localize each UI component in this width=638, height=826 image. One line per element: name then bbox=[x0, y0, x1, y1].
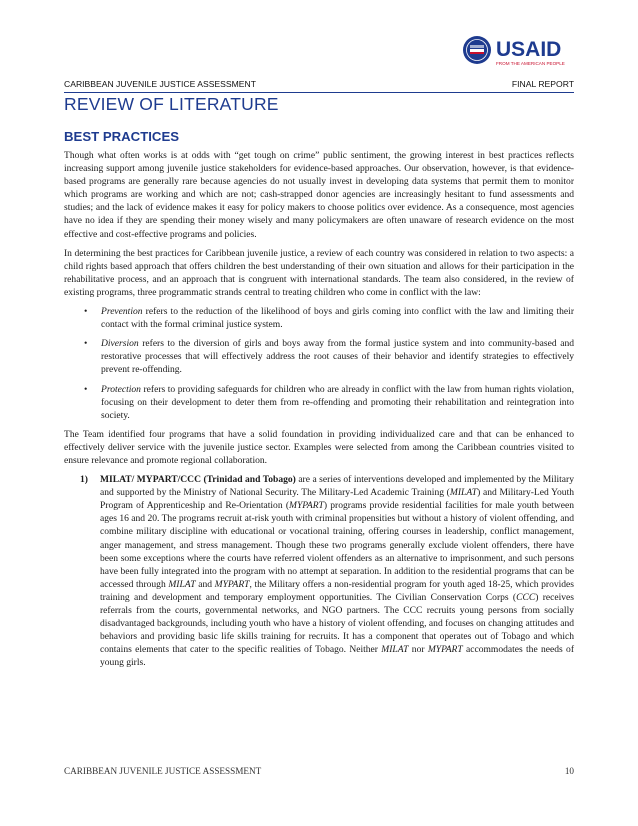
program-text: ) and Military-Led Youth Program of Apprenticeship and Re-Orientation ( bbox=[100, 487, 574, 512]
program-acronym: MYPART bbox=[214, 578, 250, 590]
program-text: nor bbox=[408, 644, 428, 656]
definition-prevention: refers to the reduction of the likelihood of boys and girls coming into conflict with the law and limiting their contact with the formal criminal justice system. bbox=[101, 306, 574, 331]
footer-report-name: CARIBBEAN JUVENILE JUSTICE ASSESSMENT bbox=[64, 766, 262, 776]
running-header bbox=[64, 79, 574, 89]
header-report-name: CARIBBEAN JUVENILE JUSTICE ASSESSMENT bbox=[64, 79, 256, 89]
program-text: ) programs provide residential facilities for male youth between ages 16 and 20. The programs recruit at-risk youth with criminal propensities but without a history of violent offending, and combine military discipline with educational or vocational training, offering courses in leadership, conflict management, anger management, and stress management. Though these two programs generally exclude violent offenders, there have been some exceptions where the courts have referred violent offenders as an alternative to imprisonment, and such persons have been fully integrated into the program with no attempt at separation. In addition to the residential programs that can be accessed through bbox=[100, 500, 574, 590]
page-footer bbox=[64, 766, 574, 776]
term-diversion: Diversion bbox=[101, 338, 139, 350]
logo-tagline: FROM THE AMERICAN PEOPLE bbox=[496, 61, 565, 66]
program-text: and bbox=[195, 578, 215, 590]
header-report-type: FINAL REPORT bbox=[511, 79, 574, 89]
logo-wordmark: USAID bbox=[496, 38, 562, 61]
program-heading: MILAT/ MYPART/CCC (Trinidad and Tobago) bbox=[100, 474, 296, 486]
usaid-logo bbox=[462, 34, 580, 70]
bullet-icon: • bbox=[84, 338, 88, 350]
programs-list bbox=[64, 473, 574, 669]
program-acronym: CCC bbox=[516, 591, 536, 603]
term-protection: Protection bbox=[101, 383, 141, 395]
program-text: are a series of interventions developed and implemented by the Military and supported by the Ministry of National Security. The Military-Led Academic Training ( bbox=[100, 474, 574, 499]
list-item-prevention bbox=[84, 305, 574, 331]
page-number: 10 bbox=[564, 766, 574, 776]
strands-list bbox=[64, 305, 574, 422]
definition-protection: refers to providing safeguards for children who are already in conflict with the law from human rights violation, focusing on their development to deter them from re-offending and promoting their rehabilitation and reintegration into society. bbox=[101, 383, 574, 421]
paragraph-1: Though what often works is at odds with “get tough on crime” public sentiment, the growing interest in best practices reflects increasing support among juvenile justice stakeholders for evidence-based approaches. Our observation, however, is that evidence-based programs are generally rare because agencies do not usually invest in developing data systems that permit them to monitor which programs are working and which are not; cash-strapped donor agencies are increasingly hesitant to fund assessments and studies; and the lack of evidence makes it easy for policy makers to choose politics over evidence. As a consequence, most agencies have no idea if they are spending their money wisely and many policymakers are often unaware of research evidence on the most effective and cost-effective programs and policies. bbox=[64, 150, 574, 240]
body-text bbox=[64, 149, 574, 669]
usaid-seal-icon bbox=[462, 34, 580, 70]
program-acronym: MYPART bbox=[289, 500, 324, 512]
program-acronym: MILAT bbox=[449, 487, 478, 499]
paragraph-3: The Team identified four programs that have a solid foundation in providing individualized care and that can be enhanced to effectively deliver service with the juvenile justice sector. Examples were selected from among the Caribbean countries visited to ensure relevance and promote regional collaboration. bbox=[64, 428, 574, 466]
program-acronym: MILAT bbox=[168, 578, 196, 590]
program-item-1 bbox=[80, 473, 574, 669]
program-acronym: MYPART bbox=[427, 644, 463, 656]
page-title: REVIEW OF LITERATURE bbox=[64, 94, 279, 114]
program-acronym: MILAT bbox=[381, 644, 409, 656]
bullet-icon: • bbox=[84, 306, 88, 318]
program-text: accommodates the needs of young girls. bbox=[100, 644, 574, 669]
term-prevention: Prevention bbox=[101, 306, 143, 318]
definition-diversion: refers to the diversion of girls and boys away from the formal justice system and into community-based and restorative processes that will effectively address the root causes of their behavior and identify strategies to effectively prevent re-offending. bbox=[101, 338, 574, 376]
section-heading: BEST PRACTICES bbox=[64, 129, 180, 144]
paragraph-2: In determining the best practices for Caribbean juvenile justice, a review of each country was considered in relation to two aspects: a child rights based approach that offers children the best understanding of their own situation and allows for their participation in the rehabilitative process, and an approach that is congruent with international standards. The team also considered, in the review of existing programs, three programmatic strands central to treating children who come in conflict with the law: bbox=[64, 247, 574, 298]
program-text: , the Military offers a non-residential program for youth aged 18-25, which provides training and development and temporary employment opportunities. The Civilian Conservation Corps ( bbox=[100, 578, 574, 603]
list-item-diversion bbox=[84, 337, 574, 376]
program-number: 1) bbox=[80, 474, 88, 486]
program-text: ) receives referrals from the courts, governmental networks, and NGO partners. The CCC recruits young persons from socially disadvantaged backgrounds, including youth who have a history of violent offending, and focuses on changing attitudes and behaviors and providing basic life skills training for recruits. It has a component that operates out of Tobago and which contains elements that cater to the specific realities of Tobago. Neither bbox=[100, 591, 574, 656]
list-item-protection bbox=[84, 383, 574, 422]
header-rule bbox=[64, 92, 574, 93]
bullet-icon: • bbox=[84, 383, 88, 395]
